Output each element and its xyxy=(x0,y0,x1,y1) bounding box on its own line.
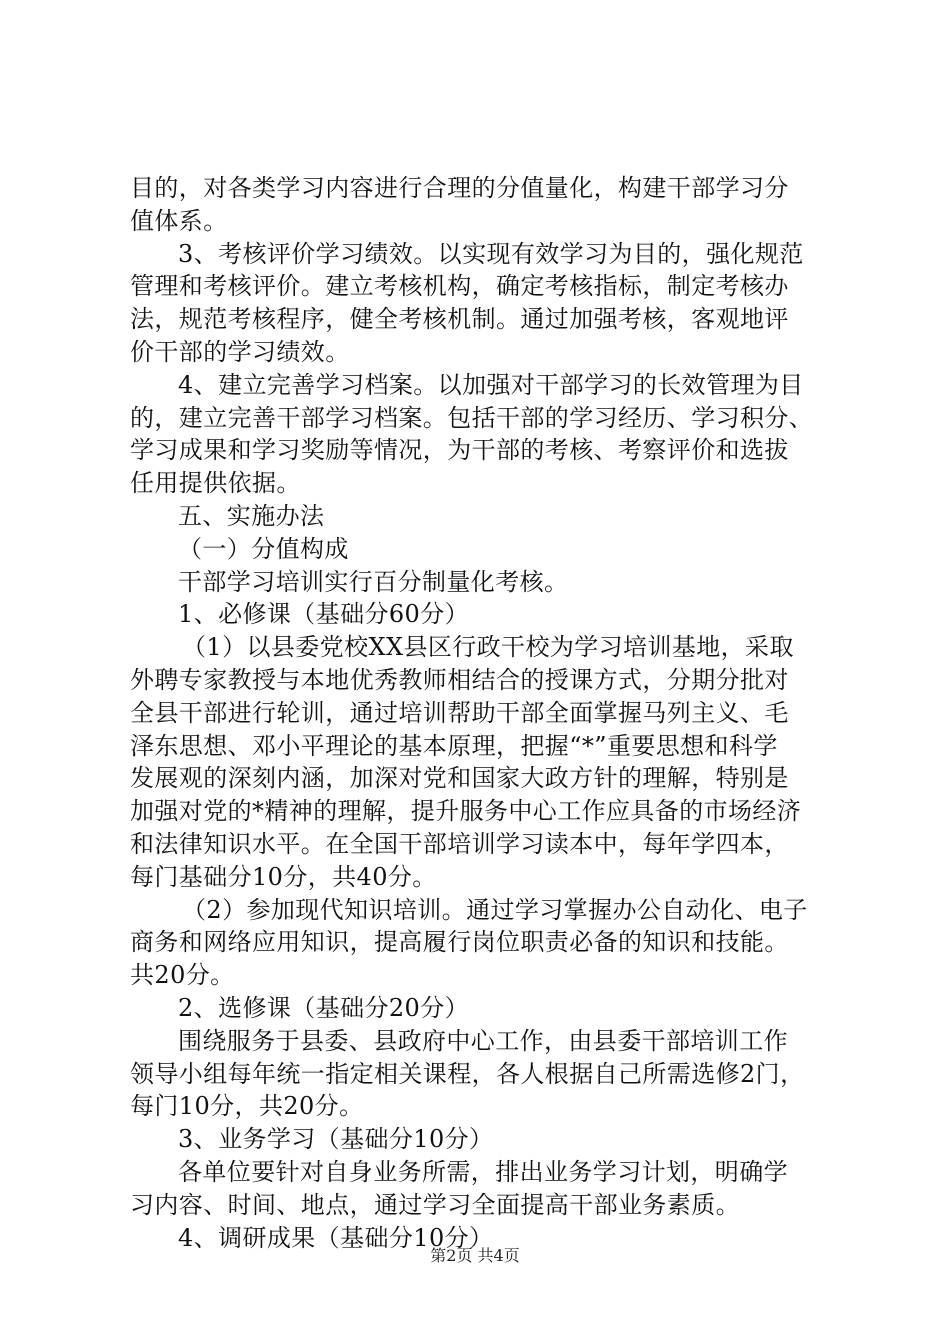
text-line: 围绕服务于县委、县政府中心工作，由县委干部培训工作 xyxy=(178,1026,788,1055)
text-line: 商务和网络应用知识，提高履行岗位职责必备的知识和技能。 xyxy=(130,928,789,957)
text-line: 学习成果和学习奖励等情况，为干部的考核、考察评价和选拔 xyxy=(130,436,789,465)
text-line: 发展观的深刻内涵，加深对党和国家大政方针的理解，特别是 xyxy=(130,764,789,793)
text-line: 目的，对各类学习内容进行合理的分值量化，构建干部学习分 xyxy=(130,174,789,202)
text-line: 任用提供依据。 xyxy=(130,469,301,498)
text-line: 习内容、时间、地点，通过学习全面提高干部业务素质。 xyxy=(130,1190,740,1219)
subsection-heading: （一）分值构成 xyxy=(178,534,349,563)
text-line: 法，规范考核程序，健全考核机制。通过加强考核，客观地评 xyxy=(130,305,789,334)
text-line: 价干部的学习绩效。 xyxy=(130,337,350,366)
text-line: 外聘专家教授与本地优秀教师相结合的授课方式，分期分批对 xyxy=(130,665,789,694)
text-line: 的，建立完善干部学习档案。包括干部的学习经历、学习积分、 xyxy=(130,403,814,432)
text-line: 每门基础分10分，共40分。 xyxy=(130,862,437,891)
section-heading: 五、实施办法 xyxy=(178,501,325,530)
text-line: 4、建立完善学习档案。以加强对干部学习的长效管理为目 xyxy=(178,370,804,399)
text-line: 管理和考核评价。建立考核机构，确定考核指标，制定考核办 xyxy=(130,272,789,301)
page-footer xyxy=(0,1246,950,1266)
item-heading: 2、选修课（基础分20分） xyxy=(178,993,470,1022)
text-line: 值体系。 xyxy=(130,206,228,235)
page-number: 第2页 共4页 xyxy=(430,1246,520,1265)
text-line: （1）以县委党校XX县区行政干校为学习培训基地，采取 xyxy=(182,633,794,662)
item-heading: 4、调研成果（基础分10分） xyxy=(178,1223,494,1252)
text-line: 加强对党的*精神的理解，提升服务中心工作应具备的市场经济 xyxy=(130,797,802,826)
text-line: 泽东思想、邓小平理论的基本原理，把握“*”重要思想和科学 xyxy=(130,731,778,760)
text-line: 共20分。 xyxy=(130,961,235,990)
document-body xyxy=(130,172,830,1254)
text-line: 全县干部进行轮训，通过培训帮助干部全面掌握马列主义、毛 xyxy=(130,698,789,727)
text-line: 每门10分，共20分。 xyxy=(130,1092,364,1121)
text-line: 3、考核评价学习绩效。以实现有效学习为目的，强化规范 xyxy=(178,239,804,268)
text-line: 各单位要针对自身业务所需，排出业务学习计划，明确学 xyxy=(178,1157,788,1186)
text-line: 干部学习培训实行百分制量化考核。 xyxy=(178,567,569,596)
text-line: 和法律知识水平。在全国干部培训学习读本中，每年学四本， xyxy=(130,829,789,858)
item-heading: 1、必修课（基础分60分） xyxy=(178,600,470,629)
text-line: 领导小组每年统一指定相关课程，各人根据自己所需选修2门， xyxy=(130,1059,805,1088)
text-line: （2）参加现代知识培训。通过学习掌握办公自动化、电子 xyxy=(182,895,808,924)
item-heading: 3、业务学习（基础分10分） xyxy=(178,1125,494,1154)
